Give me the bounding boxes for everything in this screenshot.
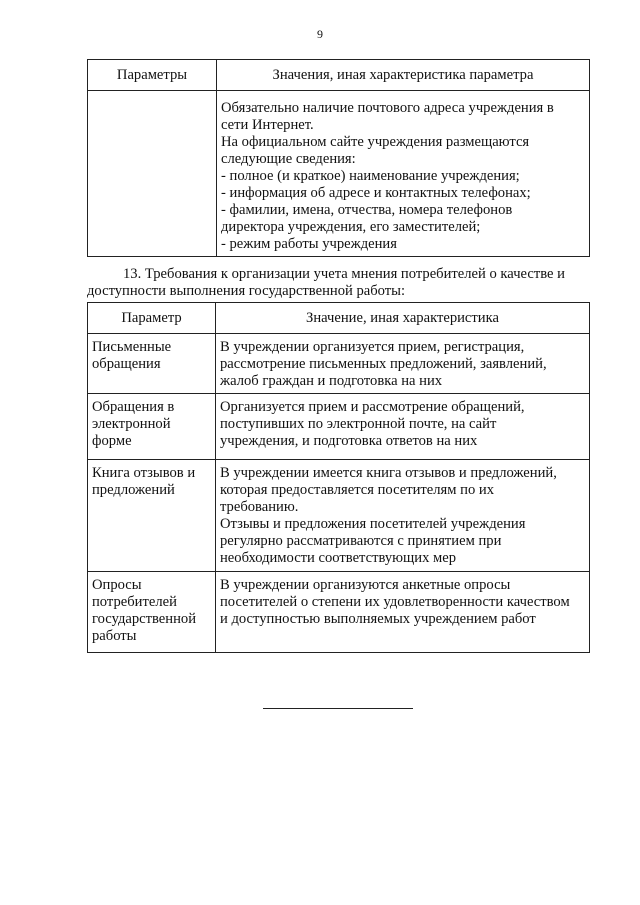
value-line: - фамилии, имена, отчества, номера телефонов (221, 202, 513, 218)
param-line: электронной (92, 416, 171, 432)
page-number: 9 (317, 27, 323, 41)
header-parameter: Параметр (88, 303, 216, 334)
param-cell (88, 460, 216, 572)
table-header-row (88, 303, 590, 334)
value-line: В учреждении имеется книга отзывов и предложений, (220, 465, 557, 481)
value-line: - полное (и краткое) наименование учреждения; (221, 168, 520, 184)
table-row (88, 334, 590, 394)
value-line: директора учреждения, его заместителей; (221, 219, 481, 235)
header-values: Значения, иная характеристика параметра (217, 60, 590, 91)
param-line: потребителей (92, 594, 177, 610)
value-line: и доступностью выполняемых учреждением работ (220, 611, 536, 627)
value-line: поступивших по электронной почте, на сайт (220, 416, 497, 432)
consumer-opinion-table (87, 302, 590, 653)
value-cell (216, 334, 590, 394)
value-line: жалоб граждан и подготовка на них (220, 373, 443, 389)
value-line: которая предоставляется посетителям по их (220, 482, 495, 498)
value-line: В учреждении организуется прием, регистрация, (220, 339, 525, 355)
param-cell (88, 91, 217, 257)
table-row (88, 91, 590, 257)
value-line: регулярно рассматриваются с принятием при (220, 533, 502, 549)
value-cell (216, 572, 590, 653)
value-line: - информация об адресе и контактных телефонах; (221, 185, 531, 201)
param-line: форме (92, 433, 132, 449)
param-cell (88, 334, 216, 394)
table-row (88, 394, 590, 460)
value-line: В учреждении организуются анкетные опросы (220, 577, 511, 593)
value-cell (216, 394, 590, 460)
param-line: предложений (92, 482, 175, 498)
param-cell (88, 572, 216, 653)
value-line: учреждения, и подготовка ответов на них (220, 433, 478, 449)
section-13-heading (87, 266, 590, 300)
value-cell (216, 460, 590, 572)
param-line: Обращения в (92, 399, 175, 415)
section-13-line: доступности выполнения государственной работы: (87, 283, 405, 299)
value-line: необходимости соответствующих мер (220, 550, 457, 566)
value-cell (217, 91, 590, 257)
value-line: Обязательно наличие почтового адреса учреждения в (221, 100, 554, 116)
param-line: работы (92, 628, 137, 644)
param-line: обращения (92, 356, 161, 372)
table-row (88, 460, 590, 572)
end-divider-line (263, 708, 413, 709)
value-line: требованию. (220, 499, 299, 515)
param-line: государственной (92, 611, 197, 627)
section-13-line: 13. Требования к организации учета мнения потребителей о качестве и (123, 266, 565, 282)
value-line: рассмотрение письменных предложений, заявлений, (220, 356, 547, 372)
header-parameters: Параметры (88, 60, 217, 91)
param-line: Опросы (92, 577, 142, 593)
table-row (88, 572, 590, 653)
value-line: посетителей о степени их удовлетворенности качеством (220, 594, 570, 610)
parameters-table-continued (87, 59, 590, 257)
value-line: следующие сведения: (221, 151, 356, 167)
value-line: Организуется прием и рассмотрение обращений, (220, 399, 525, 415)
param-line: Письменные (92, 339, 172, 355)
value-line: На официальном сайте учреждения размещаются (221, 134, 530, 150)
value-line: Отзывы и предложения посетителей учреждения (220, 516, 526, 532)
param-cell (88, 394, 216, 460)
header-value: Значение, иная характеристика (216, 303, 590, 334)
table-header-row (88, 60, 590, 91)
value-line: сети Интернет. (221, 117, 314, 133)
value-line: - режим работы учреждения (221, 236, 397, 252)
param-line: Книга отзывов и (92, 465, 196, 481)
